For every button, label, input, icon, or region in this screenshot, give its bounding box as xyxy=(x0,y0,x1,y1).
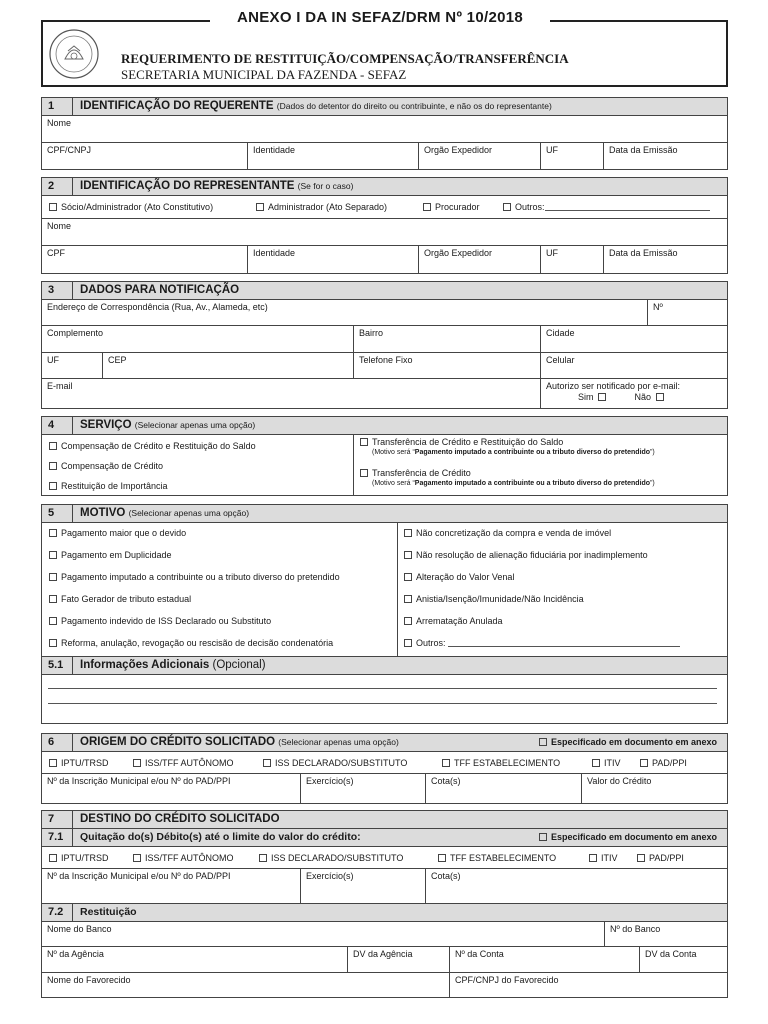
field-label: UF xyxy=(47,355,59,365)
checkbox-icon[interactable] xyxy=(49,442,57,450)
checkbox-icon[interactable] xyxy=(637,854,645,862)
option-label: Sócio/Administrador (Ato Constitutivo) xyxy=(61,202,214,212)
section-servico xyxy=(41,416,728,496)
section-number: 1 xyxy=(42,98,73,115)
numero-banco-field[interactable] xyxy=(604,922,727,946)
checkbox-icon[interactable] xyxy=(423,203,431,211)
column-divider xyxy=(397,523,398,656)
inscricao-field[interactable] xyxy=(42,774,300,803)
section-heading: IDENTIFICAÇÃO DO REQUERENTE xyxy=(80,100,274,112)
checkbox-icon[interactable] xyxy=(640,759,648,767)
option-label: Não resolução de alienação fiduciária por inadimplemento xyxy=(416,550,648,560)
checkbox-icon[interactable] xyxy=(49,203,57,211)
cep-field[interactable] xyxy=(102,353,353,378)
writing-line xyxy=(48,688,717,689)
subsection-note: (Opcional) xyxy=(212,659,266,671)
field-label: Exercício(s) xyxy=(306,871,354,881)
option-note: (Motivo será “Pagamento imputado a contribuinte ou a tributo diverso do pretendido”) xyxy=(372,480,655,487)
option-note: (Motivo será “Pagamento imputado a contribuinte ou a tributo diverso do pretendido”) xyxy=(372,449,655,456)
checkbox-icon[interactable] xyxy=(256,203,264,211)
checkbox-icon[interactable] xyxy=(404,639,412,647)
field-label: Telefone Fixo xyxy=(359,355,413,365)
informacoes-adicionais-area[interactable] xyxy=(42,675,727,723)
field-label: Data da Emissão xyxy=(609,248,678,258)
section-title xyxy=(42,178,727,196)
complemento-field[interactable] xyxy=(42,326,353,352)
celular-field[interactable] xyxy=(540,353,727,378)
checkbox-icon[interactable] xyxy=(49,595,57,603)
checkbox-icon[interactable] xyxy=(598,393,606,401)
dv-agencia-field[interactable] xyxy=(347,947,449,972)
cpf-cnpj-field[interactable] xyxy=(42,143,247,169)
section-title xyxy=(42,734,727,752)
destino-option[interactable] xyxy=(259,853,403,863)
anexo-option[interactable] xyxy=(539,829,717,846)
motivo-option-right[interactable] xyxy=(404,594,584,604)
checkbox-icon[interactable] xyxy=(49,529,57,537)
motivo-option-left[interactable] xyxy=(49,550,172,560)
field-label: CEP xyxy=(108,355,127,365)
checkbox-icon[interactable] xyxy=(438,854,446,862)
checkbox-icon[interactable] xyxy=(263,759,271,767)
subsection-title xyxy=(42,657,727,675)
option-label: Outros: xyxy=(416,638,446,648)
field-label: Cidade xyxy=(546,328,575,338)
section-number: 3 xyxy=(42,282,73,299)
data-emissao-field[interactable] xyxy=(603,143,727,169)
section-number: 2 xyxy=(42,178,73,195)
agency-name: SECRETARIA MUNICIPAL DA FAZENDA - SEFAZ xyxy=(121,67,407,82)
subsection-number: 7.2 xyxy=(42,904,73,921)
form-title: REQUERIMENTO DE RESTITUIÇÃO/COMPENSAÇÃO/TRANSFERÊNCIA xyxy=(121,51,569,66)
option-label: Administrador (Ato Separado) xyxy=(268,202,388,212)
option-label: Sim xyxy=(578,392,594,402)
field-label: Nome xyxy=(47,118,72,128)
outros-blank[interactable] xyxy=(545,210,710,211)
subsection-number: 5.1 xyxy=(42,657,73,674)
field-label: Nº da Agência xyxy=(47,949,104,959)
agencia-field[interactable] xyxy=(42,947,347,972)
option-label: ISS/TFF AUTÔNOMO xyxy=(145,758,234,768)
field-label: Nº do Banco xyxy=(610,924,661,934)
cota-field[interactable] xyxy=(425,869,727,903)
option-compensacao-restituicao[interactable] xyxy=(49,441,256,451)
field-label: Nº da Conta xyxy=(455,949,504,959)
field-label: Nome do Favorecido xyxy=(47,975,131,985)
option-label: TFF ESTABELECIMENTO xyxy=(450,853,557,863)
checkbox-icon[interactable] xyxy=(259,854,267,862)
option-label: Pagamento imputado a contribuinte ou a tributo diverso do pretendido xyxy=(61,572,340,582)
field-label: Celular xyxy=(546,355,575,365)
section-note: (Selecionar apenas uma opção) xyxy=(278,737,399,747)
option-label: Compensação de Crédito xyxy=(61,461,164,471)
checkbox-icon[interactable] xyxy=(592,759,600,767)
favorecido-field[interactable] xyxy=(42,973,449,998)
uf-field[interactable] xyxy=(540,143,603,169)
endereco-field[interactable] xyxy=(42,300,647,325)
annex-title: ANEXO I DA IN SEFAZ/DRM Nº 10/2018 xyxy=(210,9,550,33)
checkbox-icon[interactable] xyxy=(360,469,368,477)
subsection-heading: Quitação do(s) Débito(s) até o limite do valor do crédito: xyxy=(80,831,361,843)
nome-banco-field[interactable] xyxy=(42,922,604,946)
checkbox-icon[interactable] xyxy=(49,639,57,647)
motivo-option-right[interactable] xyxy=(404,572,514,582)
field-label: DV da Agência xyxy=(353,949,413,959)
checkbox-icon[interactable] xyxy=(49,462,57,470)
anexo-option[interactable] xyxy=(539,734,717,751)
checkbox-icon[interactable] xyxy=(539,738,547,746)
option-label: Anistia/Isenção/Imunidade/Não Incidência xyxy=(416,594,584,604)
option-transferencia[interactable] xyxy=(360,468,471,478)
email-field[interactable] xyxy=(42,379,540,408)
checkbox-icon[interactable] xyxy=(656,393,664,401)
field-label: Orgão Expedidor xyxy=(424,145,493,155)
servico-left-col xyxy=(42,435,353,496)
option-label: Não xyxy=(634,392,652,402)
section-note: (Selecionar apenas uma opção) xyxy=(134,420,256,430)
option-label: Alteração do Valor Venal xyxy=(416,572,515,582)
destino-option[interactable] xyxy=(637,853,684,863)
section-title xyxy=(42,282,727,300)
field-label: CPF/CNPJ xyxy=(47,145,92,155)
origem-option[interactable] xyxy=(133,758,234,768)
motivo-option-left[interactable] xyxy=(49,594,191,604)
field-label: Cota(s) xyxy=(431,776,461,786)
option-restituicao[interactable] xyxy=(49,481,168,491)
option-socio[interactable] xyxy=(49,202,213,212)
option-label: ISS DECLARADO/SUBSTITUTO xyxy=(275,758,408,768)
identidade-field[interactable] xyxy=(247,143,418,169)
autorizo-label: Autorizo ser notificado por e-mail: xyxy=(546,381,681,391)
dv-conta-field[interactable] xyxy=(639,947,727,972)
destino-option[interactable] xyxy=(589,853,618,863)
option-outros[interactable] xyxy=(503,202,710,212)
checkbox-icon[interactable] xyxy=(49,854,57,862)
valor-credito-field[interactable] xyxy=(581,774,727,803)
motivo-option-right[interactable] xyxy=(404,616,503,626)
section-number: 4 xyxy=(42,417,73,434)
option-label: Não concretização da compra e venda de imóvel xyxy=(416,528,612,538)
field-label: Complemento xyxy=(47,328,104,338)
option-label: ITIV xyxy=(601,853,618,863)
option-label: Pagamento em Duplicidade xyxy=(61,550,172,560)
section-note: (Dados do detentor do direito ou contribuinte, e não os do representante) xyxy=(276,101,552,111)
field-label: Endereço de Correspondência (Rua, Av., Alameda, etc) xyxy=(47,302,268,312)
checkbox-icon[interactable] xyxy=(404,595,412,603)
option-label: ISS DECLARADO/SUBSTITUTO xyxy=(271,853,404,863)
checkbox-icon[interactable] xyxy=(503,203,511,211)
section-origem-credito xyxy=(41,733,728,804)
section-heading: SERVIÇO xyxy=(80,419,132,431)
destino-option[interactable] xyxy=(49,853,109,863)
checkbox-icon[interactable] xyxy=(404,551,412,559)
cpf-favorecido-field[interactable] xyxy=(449,973,727,998)
cidade-field[interactable] xyxy=(540,326,727,352)
option-label: ISS/TFF AUTÔNOMO xyxy=(145,853,234,863)
outros-blank[interactable] xyxy=(448,646,680,647)
checkbox-icon[interactable] xyxy=(133,759,141,767)
checkbox-icon[interactable] xyxy=(404,573,412,581)
exercicio-field[interactable] xyxy=(300,869,425,903)
field-label: Nome xyxy=(47,221,72,231)
origem-option[interactable] xyxy=(442,758,560,768)
option-compensacao[interactable] xyxy=(49,461,163,471)
section-number: 5 xyxy=(42,505,73,522)
option-label: IPTU/TRSD xyxy=(61,853,109,863)
telefone-field[interactable] xyxy=(353,353,540,378)
option-label: Restituição de Importância xyxy=(61,481,168,491)
nome-field[interactable] xyxy=(42,219,727,245)
section-heading: IDENTIFICAÇÃO DO REPRESENTANTE xyxy=(80,180,295,192)
field-label: Nº da Inscrição Municipal e/ou Nº do PAD/PPI xyxy=(47,776,231,786)
option-label: Transferência de Crédito xyxy=(372,468,471,478)
checkbox-icon[interactable] xyxy=(133,854,141,862)
checkbox-icon[interactable] xyxy=(49,759,57,767)
field-label: Nome do Banco xyxy=(47,924,112,934)
motivo-option-left[interactable] xyxy=(49,638,333,648)
field-label: Identidade xyxy=(253,145,296,155)
subsection-heading: Restituição xyxy=(80,906,137,918)
field-label: Nº da Inscrição Municipal e/ou Nº do PAD/PPI xyxy=(47,871,231,881)
field-label: Exercício(s) xyxy=(306,776,354,786)
section-requerente xyxy=(41,97,728,170)
section-motivo xyxy=(41,504,728,724)
option-label: Arrematação Anulada xyxy=(416,616,503,626)
subsection-number: 7.1 xyxy=(42,829,73,846)
checkbox-icon[interactable] xyxy=(404,617,412,625)
option-label: Pagamento indevido de ISS Declarado ou Substituto xyxy=(61,616,272,626)
option-label: PAD/PPI xyxy=(649,853,684,863)
section-heading: DESTINO DO CRÉDITO SOLICITADO xyxy=(80,813,280,825)
bairro-field[interactable] xyxy=(353,326,540,352)
identidade-field[interactable] xyxy=(247,246,418,273)
option-label: Transferência de Crédito e Restituição do Saldo xyxy=(372,437,564,447)
option-label: TFF ESTABELECIMENTO xyxy=(454,758,561,768)
option-label: ITIV xyxy=(604,758,621,768)
section-title xyxy=(42,417,727,435)
municipal-seal-icon xyxy=(49,29,99,79)
option-label: PAD/PPI xyxy=(652,758,687,768)
field-label: Orgão Expedidor xyxy=(424,248,493,258)
destino-option[interactable] xyxy=(133,853,234,863)
orgao-expedidor-field[interactable] xyxy=(418,246,540,273)
option-label: Compensação de Crédito e Restituição do Saldo xyxy=(61,441,256,451)
option-label: Outros: xyxy=(515,202,545,212)
motivo-option-left[interactable] xyxy=(49,528,186,538)
section-destino-credito xyxy=(41,810,728,998)
motivo-option-left[interactable] xyxy=(49,572,340,582)
field-label: UF xyxy=(546,145,558,155)
field-label: Nº xyxy=(653,302,663,312)
nome-field[interactable] xyxy=(42,116,727,142)
section-title xyxy=(42,98,727,116)
field-label: Cota(s) xyxy=(431,871,461,881)
inscricao-field[interactable] xyxy=(42,869,300,903)
section-note: (Selecionar apenas uma opção) xyxy=(128,508,250,518)
cota-field[interactable] xyxy=(425,774,581,803)
motivo-option-outros[interactable] xyxy=(404,638,680,648)
motivo-options xyxy=(42,523,727,657)
option-label: Procurador xyxy=(435,202,480,212)
checkbox-icon[interactable] xyxy=(49,617,57,625)
data-emissao-field[interactable] xyxy=(603,246,727,273)
field-label: UF xyxy=(546,248,558,258)
motivo-option-right[interactable] xyxy=(404,528,611,538)
subsection-heading: Informações Adicionais xyxy=(80,659,210,671)
option-administrador[interactable] xyxy=(256,202,387,212)
motivo-option-right[interactable] xyxy=(404,550,648,560)
destino-option[interactable] xyxy=(438,853,556,863)
checkbox-icon[interactable] xyxy=(442,759,450,767)
origem-option[interactable] xyxy=(49,758,109,768)
origem-option[interactable] xyxy=(640,758,687,768)
option-label: Especificado em documento em anexo xyxy=(550,832,717,842)
option-nao[interactable] xyxy=(635,392,668,402)
numero-field[interactable] xyxy=(647,300,727,325)
checkbox-icon[interactable] xyxy=(539,833,547,841)
field-label: DV da Conta xyxy=(645,949,697,959)
conta-field[interactable] xyxy=(449,947,639,972)
checkbox-icon[interactable] xyxy=(49,551,57,559)
checkbox-icon[interactable] xyxy=(49,482,57,490)
option-transferencia-restituicao[interactable] xyxy=(360,437,563,447)
section-title xyxy=(42,811,727,829)
option-label: Pagamento maior que o devido xyxy=(61,528,187,538)
motivo-option-left[interactable] xyxy=(49,616,271,626)
autorizo-email-field xyxy=(540,379,727,408)
field-label: E-mail xyxy=(47,381,73,391)
option-label: Fato Gerador de tributo estadual xyxy=(61,594,192,604)
origem-option[interactable] xyxy=(592,758,621,768)
checkbox-icon[interactable] xyxy=(360,438,368,446)
section-number: 6 xyxy=(42,734,73,751)
option-label: Especificado em documento em anexo xyxy=(550,737,717,747)
field-label: CPF/CNPJ do Favorecido xyxy=(455,975,559,985)
uf-field[interactable] xyxy=(42,353,102,378)
option-sim[interactable] xyxy=(578,392,610,402)
checkbox-icon[interactable] xyxy=(589,854,597,862)
writing-line xyxy=(48,703,717,704)
section-heading: DADOS PARA NOTIFICAÇÃO xyxy=(80,284,240,296)
section-title xyxy=(42,505,727,523)
field-label: Data da Emissão xyxy=(609,145,678,155)
field-label: Identidade xyxy=(253,248,296,258)
section-note: (Se for o caso) xyxy=(297,181,354,191)
section-representante xyxy=(41,177,728,274)
checkbox-icon[interactable] xyxy=(49,573,57,581)
orgao-expedidor-field[interactable] xyxy=(418,143,540,169)
subsection-title xyxy=(42,829,727,847)
section-heading: ORIGEM DO CRÉDITO SOLICITADO xyxy=(80,736,276,748)
servico-right-col xyxy=(353,435,727,496)
section-heading: MOTIVO xyxy=(80,507,126,519)
option-procurador[interactable] xyxy=(423,202,480,212)
field-label: CPF xyxy=(47,248,65,258)
field-label: Valor do Crédito xyxy=(587,776,652,786)
option-label: Reforma, anulação, revogação ou rescisão de decisão condenatória xyxy=(61,638,334,648)
origem-option[interactable] xyxy=(263,758,407,768)
cpf-field[interactable] xyxy=(42,246,247,273)
option-label: IPTU/TRSD xyxy=(61,758,109,768)
uf-field[interactable] xyxy=(540,246,603,273)
section-number: 7 xyxy=(42,811,73,828)
subsection-title xyxy=(42,904,727,922)
exercicio-field[interactable] xyxy=(300,774,425,803)
checkbox-icon[interactable] xyxy=(404,529,412,537)
field-label: Bairro xyxy=(359,328,384,338)
section-notificacao xyxy=(41,281,728,409)
